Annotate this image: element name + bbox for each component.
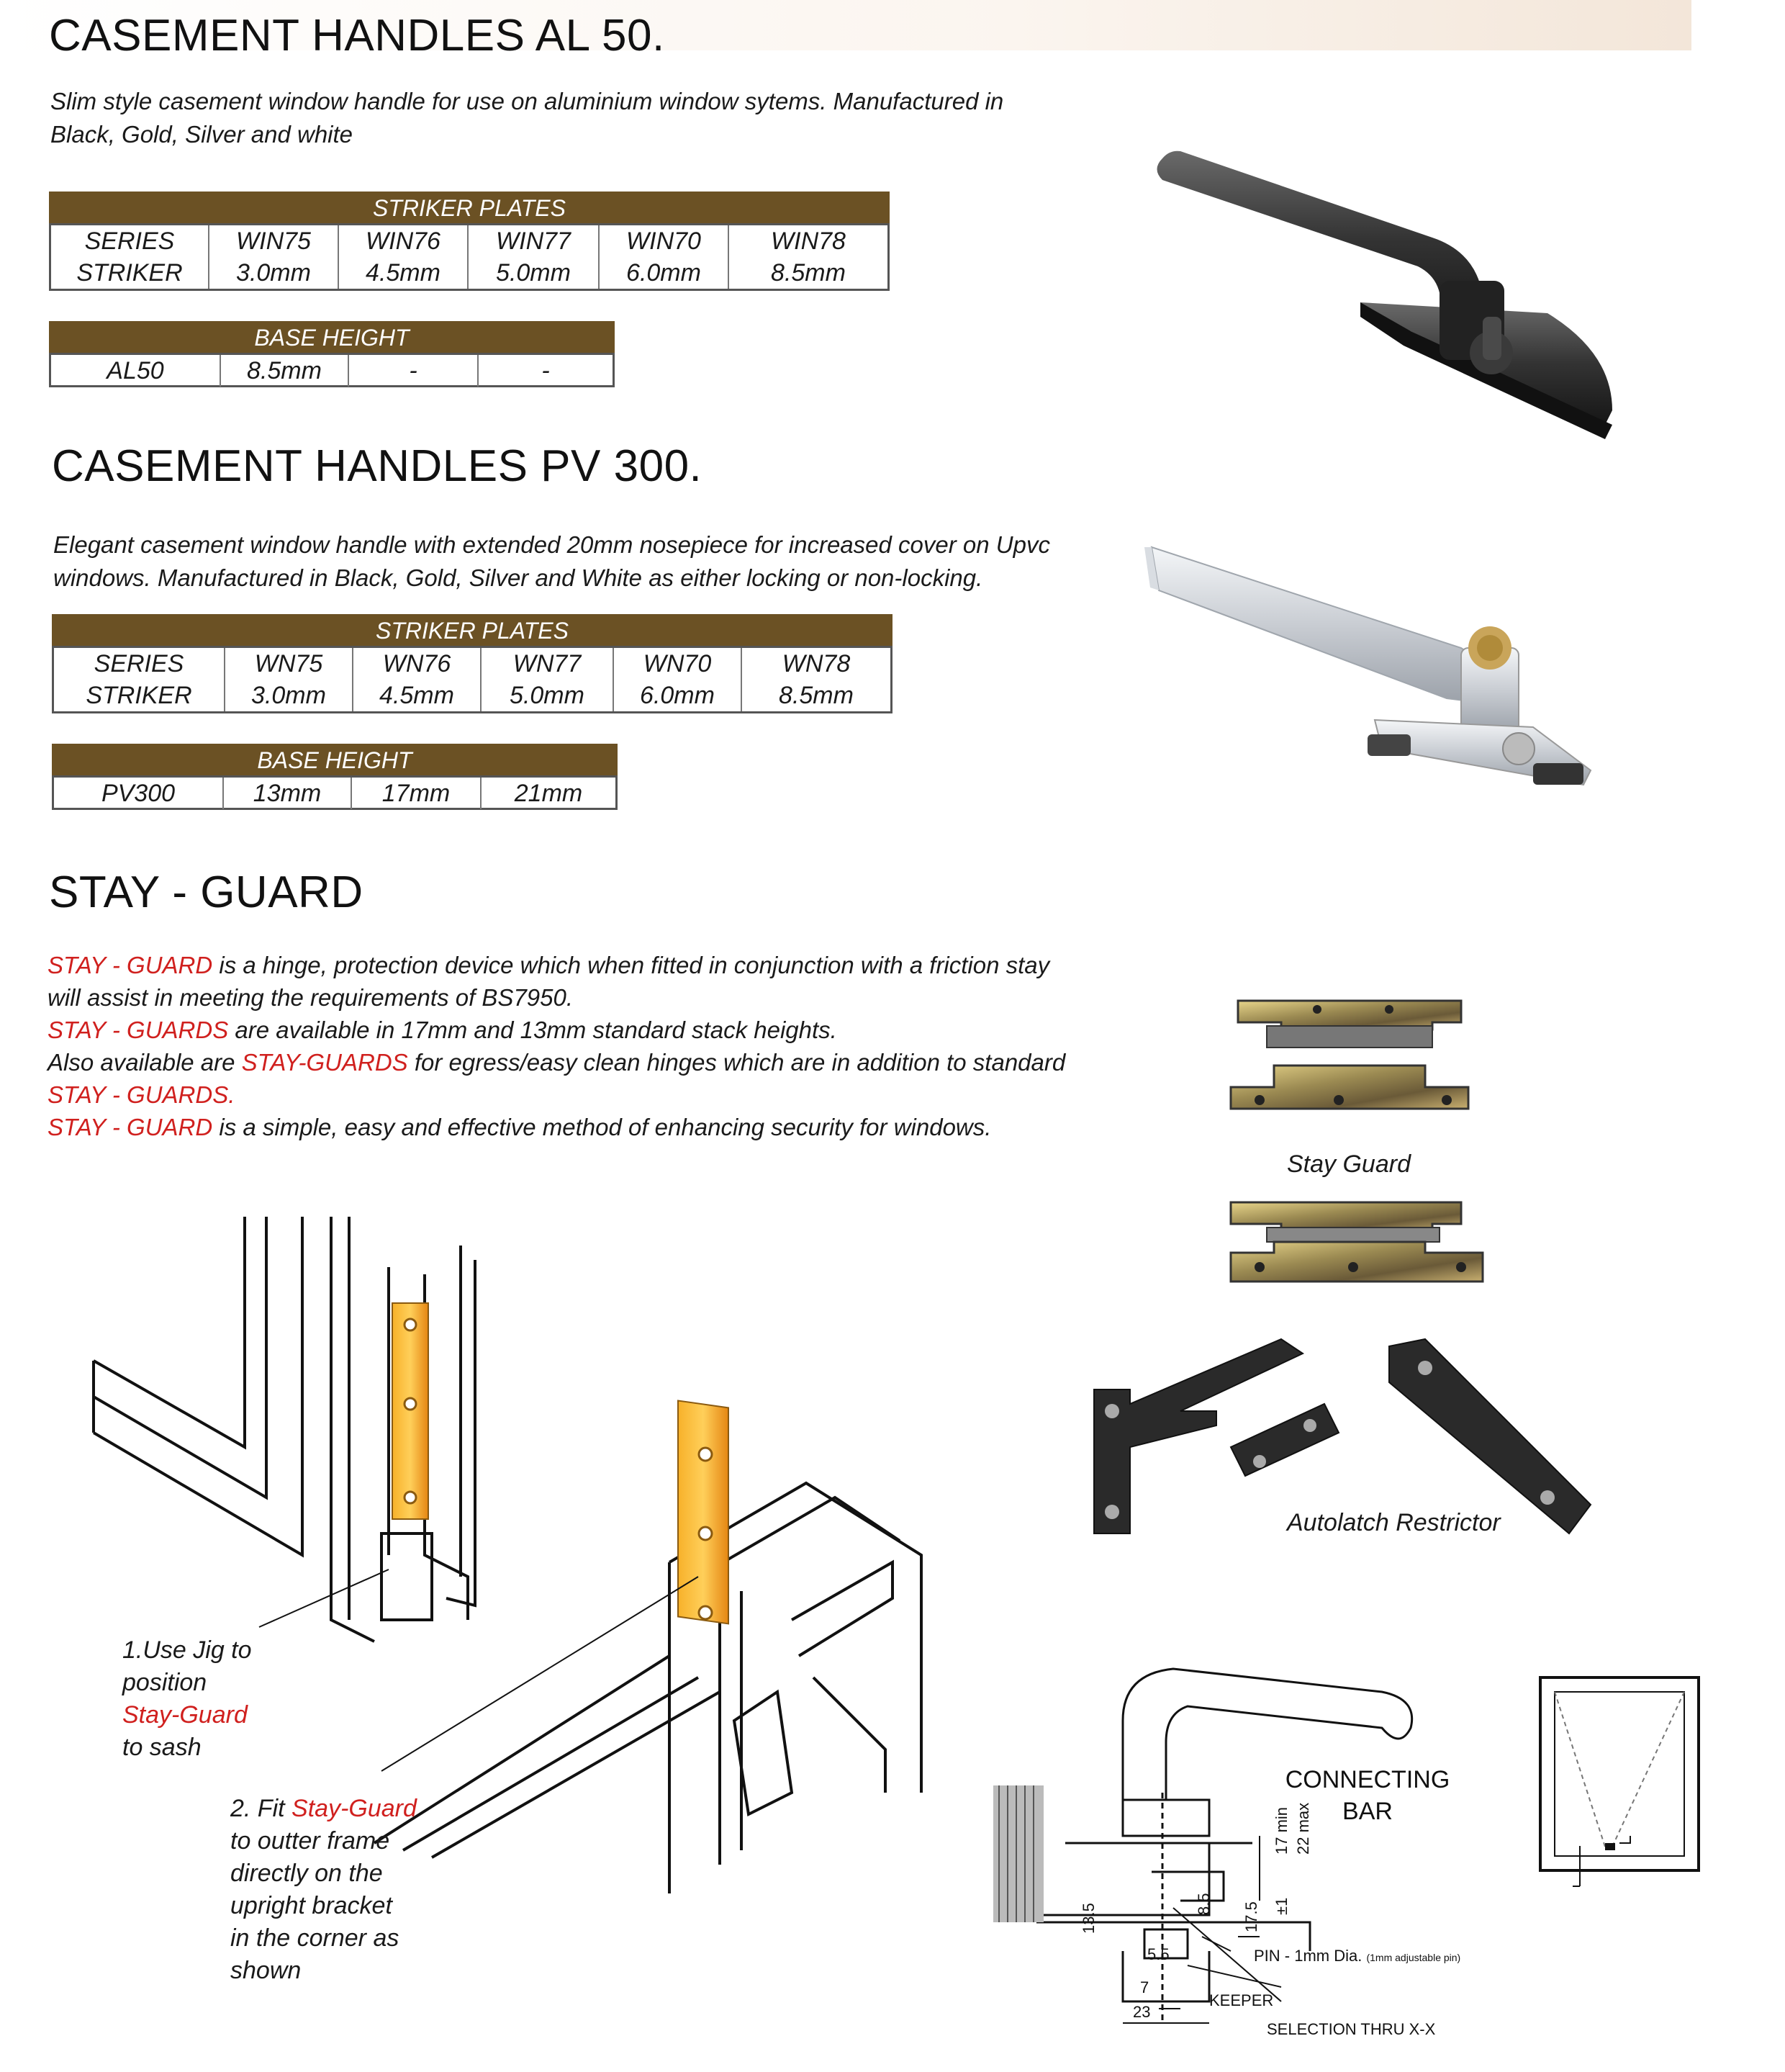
table-cell: WN75 xyxy=(225,648,353,680)
step-line xyxy=(230,1793,475,1825)
step-line: directly on the xyxy=(230,1860,383,1887)
step-line: shown xyxy=(230,1957,302,1984)
table-cell: SERIES xyxy=(54,648,225,680)
dim-17-min: 17 min xyxy=(1273,1806,1291,1855)
al50-striker-header: STRIKER PLATES xyxy=(49,192,890,225)
al50-title: CASEMENT HANDLES AL 50. xyxy=(49,11,665,60)
dim-23: 23 xyxy=(1133,2003,1151,2021)
table-cell: 3.0mm xyxy=(209,257,339,289)
dim-13-5: 13.5 xyxy=(1080,1903,1098,1934)
paragraph-text: Also available are xyxy=(48,1049,242,1076)
red-highlight: Stay-Guard xyxy=(122,1701,248,1729)
table-cell: WIN76 xyxy=(339,225,469,257)
table-cell: - xyxy=(541,357,550,384)
table-cell: WIN78 xyxy=(771,228,846,255)
table-cell: STRIKER xyxy=(54,680,225,711)
stay-guard-caption: Stay Guard xyxy=(1287,1150,1411,1178)
stay-guard-paragraph-4 xyxy=(48,1111,1084,1143)
connecting-bar-line: BAR xyxy=(1342,1798,1393,1825)
pv300-striker-header: STRIKER PLATES xyxy=(52,614,892,648)
pin-label xyxy=(1254,1947,1460,1965)
table-cell: 4.5mm xyxy=(339,257,469,289)
table-cell: 4.5mm xyxy=(353,680,482,711)
table-row xyxy=(54,778,615,809)
table-cell: 6.0mm xyxy=(600,257,729,289)
table-row xyxy=(51,257,887,289)
stay-guard-description xyxy=(48,949,1084,1143)
red-highlight: STAY - GUARDS xyxy=(48,1017,229,1043)
red-highlight: STAY - GUARD xyxy=(48,952,213,978)
step-line: upright bracket xyxy=(230,1892,392,1919)
table-cell: 5.0mm xyxy=(482,680,614,711)
table-row xyxy=(51,225,887,257)
dim-5-5: 5.5 xyxy=(1147,1945,1170,1963)
table-cell: WN76 xyxy=(353,648,482,680)
table-cell: WN77 xyxy=(482,648,614,680)
table-cell: WIN77 xyxy=(469,225,600,257)
stay-guard-image xyxy=(1216,986,1504,1296)
section-drawing xyxy=(993,1663,1555,2052)
step-line: 1.Use Jig to xyxy=(122,1636,252,1664)
table-cell: 8.5mm xyxy=(771,259,846,287)
step-text: 2. Fit xyxy=(230,1795,292,1822)
table-row xyxy=(54,680,890,711)
table-cell: AL50 xyxy=(51,355,221,387)
table-cell: 8.5mm xyxy=(779,682,854,709)
table-cell: PV300 xyxy=(54,778,224,809)
pv300-handle-image xyxy=(1130,540,1663,842)
table-row xyxy=(51,355,613,387)
autolatch-caption: Autolatch Restrictor xyxy=(1287,1509,1501,1536)
red-highlight: STAY - GUARD xyxy=(48,1114,213,1140)
dim-7: 7 xyxy=(1140,1978,1149,1996)
step-line: in the corner as xyxy=(230,1924,399,1952)
dim-22-max: 22 max xyxy=(1294,1802,1312,1855)
table-cell: WIN75 xyxy=(209,225,339,257)
table-cell: STRIKER xyxy=(51,257,209,289)
paragraph-text: are available in 17mm and 13mm standard stack heights. xyxy=(228,1017,837,1043)
pv300-base-table xyxy=(52,744,618,810)
pin-text: PIN - 1mm Dia. xyxy=(1254,1947,1363,1965)
pv300-description: Elegant casement window handle with extended 20mm nosepiece for increased cover on Upvc windows. Manufactured in Black, Gold, Silver and White as either locking or non-locking. xyxy=(53,531,1050,591)
table-cell: 6.0mm xyxy=(614,680,742,711)
keeper-label: KEEPER xyxy=(1209,1991,1274,2009)
table-cell: 21mm xyxy=(514,780,583,807)
paragraph-text: for egress/easy clean hinges which are in addition to standard xyxy=(407,1049,1066,1076)
stay-guard-paragraph-1 xyxy=(48,949,1084,1014)
al50-base-table xyxy=(49,321,615,387)
paragraph-text: is a hinge, protection device which when fitted in conjunction with a friction stay will assist in meeting the requirements of BS7950. xyxy=(48,952,1050,1011)
stay-guard-title: STAY - GUARD xyxy=(49,868,363,917)
step-2-instruction xyxy=(230,1793,475,1987)
red-highlight: STAY - GUARDS. xyxy=(48,1081,235,1108)
dim-plus-minus-1: ±1 xyxy=(1273,1897,1291,1915)
table-cell: 17mm xyxy=(352,778,482,809)
al50-handle-image xyxy=(1144,137,1648,461)
window-elevation-drawing xyxy=(1533,1670,1706,1908)
table-cell: WN70 xyxy=(614,648,742,680)
connecting-bar-line: CONNECTING xyxy=(1285,1766,1450,1793)
paragraph-text: is a simple, easy and effective method of enhancing security for windows. xyxy=(212,1114,992,1140)
al50-description: Slim style casement window handle for use on aluminium window sytems. Manufactured in Black, Gold, Silver and white xyxy=(50,88,1004,148)
step-line: to outter frame xyxy=(230,1827,390,1855)
step-line: to sash xyxy=(122,1734,202,1761)
al50-striker-table xyxy=(49,192,890,291)
step-1-instruction xyxy=(122,1634,338,1764)
step-line: position xyxy=(122,1669,207,1696)
dim-17-5: 17.5 xyxy=(1242,1901,1260,1932)
table-row xyxy=(54,648,890,680)
red-highlight: STAY-GUARDS xyxy=(241,1049,408,1076)
table-cell: 5.0mm xyxy=(469,257,600,289)
pv300-striker-table xyxy=(52,614,892,713)
pv300-title: CASEMENT HANDLES PV 300. xyxy=(52,441,702,491)
pin-note: (1mm adjustable pin) xyxy=(1366,1952,1461,1963)
table-cell: 8.5mm xyxy=(221,355,349,387)
table-cell: WIN70 xyxy=(600,225,729,257)
red-highlight: Stay-Guard xyxy=(292,1795,417,1822)
table-cell: SERIES xyxy=(51,225,209,257)
installation-drawing xyxy=(86,1217,928,1865)
stay-guard-paragraph-2 xyxy=(48,1014,1084,1046)
table-cell: - xyxy=(349,355,479,387)
stay-guard-paragraph-3 xyxy=(48,1046,1084,1111)
table-cell: 13mm xyxy=(224,778,352,809)
pv300-base-header: BASE HEIGHT xyxy=(52,744,618,778)
table-cell: 3.0mm xyxy=(225,680,353,711)
dim-8-5: 8.5 xyxy=(1195,1893,1213,1915)
table-cell: WN78 xyxy=(782,650,851,677)
section-label: SELECTION THRU X-X xyxy=(1267,2020,1436,2038)
al50-base-header: BASE HEIGHT xyxy=(49,321,615,355)
